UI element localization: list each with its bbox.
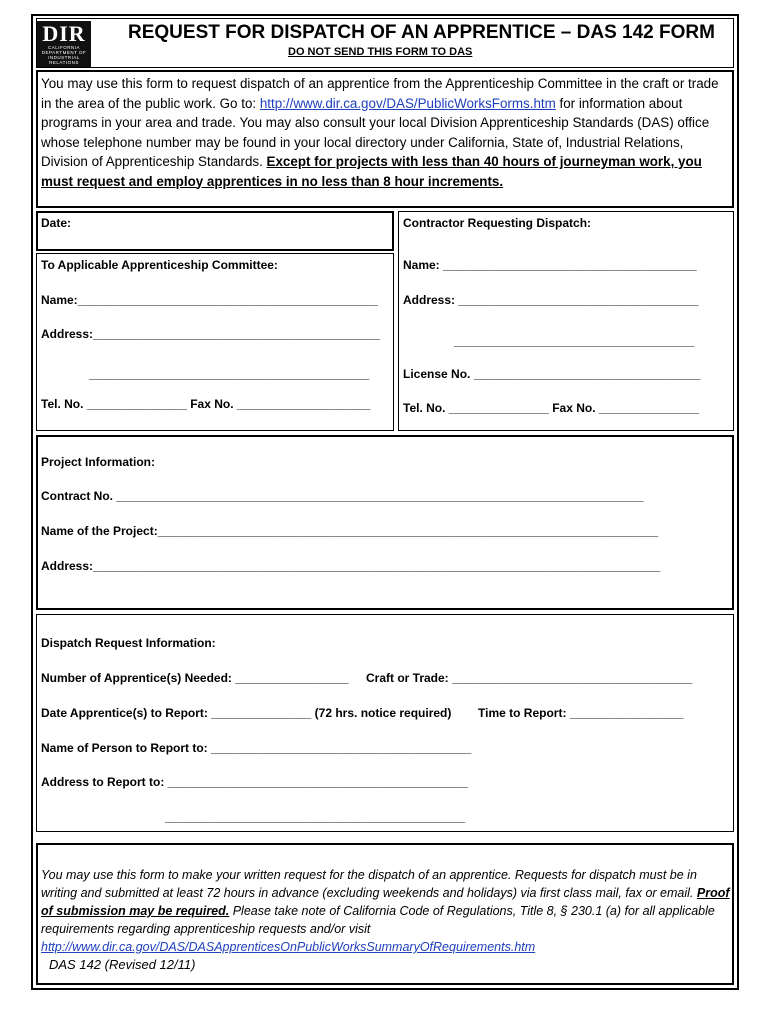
intro-text-1: You may use this form to request dispatch of an apprentice from the Apprenticeship Committee in the craft or trade in the area of the public work. Go to: bbox=[41, 76, 719, 111]
footer-emphasis: Proof of submission may be required. bbox=[41, 886, 730, 918]
contractor-name-field[interactable]: Name: ______________________________________ bbox=[403, 258, 697, 272]
contractor-address-field[interactable]: Address: ____________________________________ bbox=[403, 293, 699, 307]
dispatch-heading: Dispatch Request Information: bbox=[41, 636, 216, 650]
project-address-field[interactable]: Address:_____________________________________________________________________________________ bbox=[41, 559, 661, 573]
report-time-field[interactable]: Time to Report: _________________ bbox=[478, 706, 684, 720]
committee-tel-fax-field[interactable]: Tel. No. _______________ Fax No. ____________________ bbox=[41, 397, 371, 411]
report-person-field[interactable]: Name of Person to Report to: _______________________________________ bbox=[41, 741, 472, 755]
requirements-link[interactable]: http://www.dir.ca.gov/DAS/DASApprenticesOnPublicWorksSummaryOfRequirements.htm bbox=[41, 940, 536, 954]
report-date-field[interactable]: Date Apprentice(s) to Report: _______________ (72 hrs. notice required) bbox=[41, 706, 452, 720]
footer-text-2: Please take note of California Code of Regulations, Title 8, § 230.1 (a) for all applicable requirements regarding apprenticeship requests and/or visit bbox=[41, 904, 715, 936]
project-heading: Project Information: bbox=[41, 455, 156, 469]
committee-name-field[interactable]: Name:_____________________________________________ bbox=[41, 293, 379, 307]
date-box bbox=[36, 211, 394, 251]
forms-link[interactable]: http://www.dir.ca.gov/DAS/PublicWorksForms.htm bbox=[259, 95, 556, 111]
committee-address-field[interactable]: Address:___________________________________________ bbox=[41, 327, 380, 341]
logo-line-3: INDUSTRIAL bbox=[48, 55, 80, 60]
contractor-heading: Contractor Requesting Dispatch: bbox=[403, 216, 592, 230]
form-title: REQUEST FOR DISPATCH OF AN APPRENTICE – DAS 142 FORM bbox=[128, 22, 715, 43]
contractor-license-field[interactable]: License No. __________________________________ bbox=[403, 367, 701, 381]
contract-number-field[interactable]: Contract No. _______________________________________________________________________________ bbox=[41, 489, 644, 503]
intro-text-2: for information about programs in your area and trade. You may also consult your local Division Apprenticeship Standards (DAS) office whose telephone number may be found in your local directory under California, State of, Industrial Relations, Division of Apprenticeship Standards. bbox=[41, 95, 710, 169]
intro-text bbox=[41, 74, 731, 191]
form-subtitle: DO NOT SEND THIS FORM TO DAS bbox=[288, 46, 473, 58]
date-field[interactable]: Date: bbox=[41, 216, 72, 230]
report-address-field[interactable]: Address to Report to: _____________________________________________ bbox=[41, 775, 468, 789]
footer-text-1: You may use this form to make your written request for the dispatch of an apprentice. Requests for dispatch must be in writing and submitted at least 72 hours in advance (excluding weekends and holidays) via first class mail, fax or email. bbox=[41, 868, 697, 900]
contractor-address-line-2[interactable]: ____________________________________ bbox=[454, 334, 695, 348]
intro-emphasis: Except for projects with less than 40 hours of journeyman work, you must request and employ apprentices in no less than 8 hour increments. bbox=[41, 154, 702, 189]
apprentice-count-field[interactable]: Number of Apprentice(s) Needed: _________________ bbox=[41, 671, 349, 685]
report-address-line-2[interactable]: _____________________________________________ bbox=[165, 810, 466, 824]
craft-trade-field[interactable]: Craft or Trade: ____________________________________ bbox=[366, 671, 693, 685]
contractor-tel-fax-field[interactable]: Tel. No. _______________ Fax No. _______________ bbox=[403, 401, 700, 415]
revision-label: DAS 142 (Revised 12/11) bbox=[49, 957, 196, 972]
contractor-box bbox=[398, 211, 734, 431]
logo-line-4: RELATIONS bbox=[49, 60, 79, 65]
logo-line-2: DEPARTMENT OF bbox=[41, 50, 87, 55]
committee-address-line-2[interactable]: __________________________________________ bbox=[89, 367, 370, 381]
project-name-field[interactable]: Name of the Project:___________________________________________________________________________ bbox=[41, 524, 659, 538]
logo-line-1: CALIFORNIA bbox=[47, 45, 80, 50]
logo-mark: DIR bbox=[42, 21, 86, 46]
footer-text bbox=[41, 866, 731, 956]
committee-heading: To Applicable Apprenticeship Committee: bbox=[41, 258, 278, 272]
